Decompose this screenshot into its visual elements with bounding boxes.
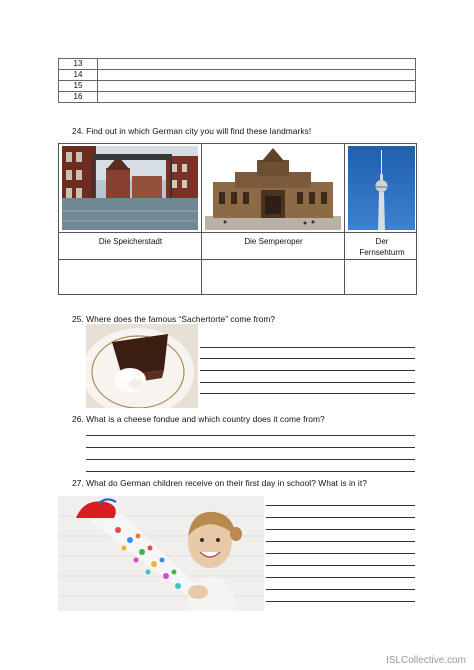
- label-speicherstadt: Die Speicherstadt: [98, 237, 163, 246]
- answer-cell[interactable]: [98, 92, 416, 103]
- row-number: 14: [59, 70, 98, 81]
- answer-cell-fernsehturm[interactable]: [345, 260, 416, 294]
- answer-cell[interactable]: [98, 70, 416, 81]
- table-row: [59, 92, 416, 103]
- row-number: 13: [59, 59, 98, 70]
- answer-cell[interactable]: [98, 81, 416, 92]
- schultuete-photo: [58, 496, 264, 611]
- answer-line[interactable]: [86, 447, 415, 448]
- answer-cell[interactable]: [98, 59, 416, 70]
- answer-cell-speicherstadt[interactable]: [59, 260, 202, 294]
- fernsehturm-photo: [348, 146, 415, 230]
- answer-line[interactable]: [266, 505, 415, 506]
- row-number: 16: [59, 92, 98, 103]
- semperoper-photo: [205, 146, 341, 230]
- speicherstadt-photo: [62, 146, 198, 230]
- sachertorte-photo: [86, 324, 198, 408]
- answer-line[interactable]: [86, 435, 415, 436]
- label-fernsehturm: Der Fernsehturm: [359, 237, 405, 257]
- answer-line[interactable]: [266, 565, 415, 566]
- question-26: 26. What is a cheese fondue and which country does it come from?: [72, 414, 325, 424]
- answer-table: [58, 58, 416, 103]
- row-divider: [59, 232, 416, 233]
- table-row: [59, 59, 416, 70]
- table-row: [59, 81, 416, 92]
- answer-line[interactable]: [266, 541, 415, 542]
- label-semperoper: Die Semperoper: [244, 237, 303, 246]
- table-row: [59, 70, 416, 81]
- answer-line[interactable]: [200, 393, 415, 394]
- watermark: ISLCollective.com: [385, 655, 466, 666]
- answer-line[interactable]: [266, 517, 415, 518]
- answer-line[interactable]: [266, 553, 415, 554]
- answer-line[interactable]: [200, 358, 415, 359]
- answer-cell-semperoper[interactable]: [202, 260, 345, 294]
- row-number: 15: [59, 81, 98, 92]
- answer-line[interactable]: [266, 589, 415, 590]
- answer-line[interactable]: [86, 471, 415, 472]
- answer-line[interactable]: [266, 529, 415, 530]
- question-27: 27. What do German children receive on their first day in school? What is in it?: [72, 478, 367, 488]
- landmarks-table: [58, 143, 417, 295]
- answer-line[interactable]: [266, 577, 415, 578]
- answer-line[interactable]: [266, 601, 415, 602]
- question-24: 24. Find out in which German city you will find these landmarks!: [72, 126, 312, 136]
- answer-line[interactable]: [86, 459, 415, 460]
- answer-line[interactable]: [200, 347, 415, 348]
- answer-line[interactable]: [200, 382, 415, 383]
- answer-line[interactable]: [200, 370, 415, 371]
- question-25: 25. Where does the famous “Sachertorte” come from?: [72, 314, 276, 324]
